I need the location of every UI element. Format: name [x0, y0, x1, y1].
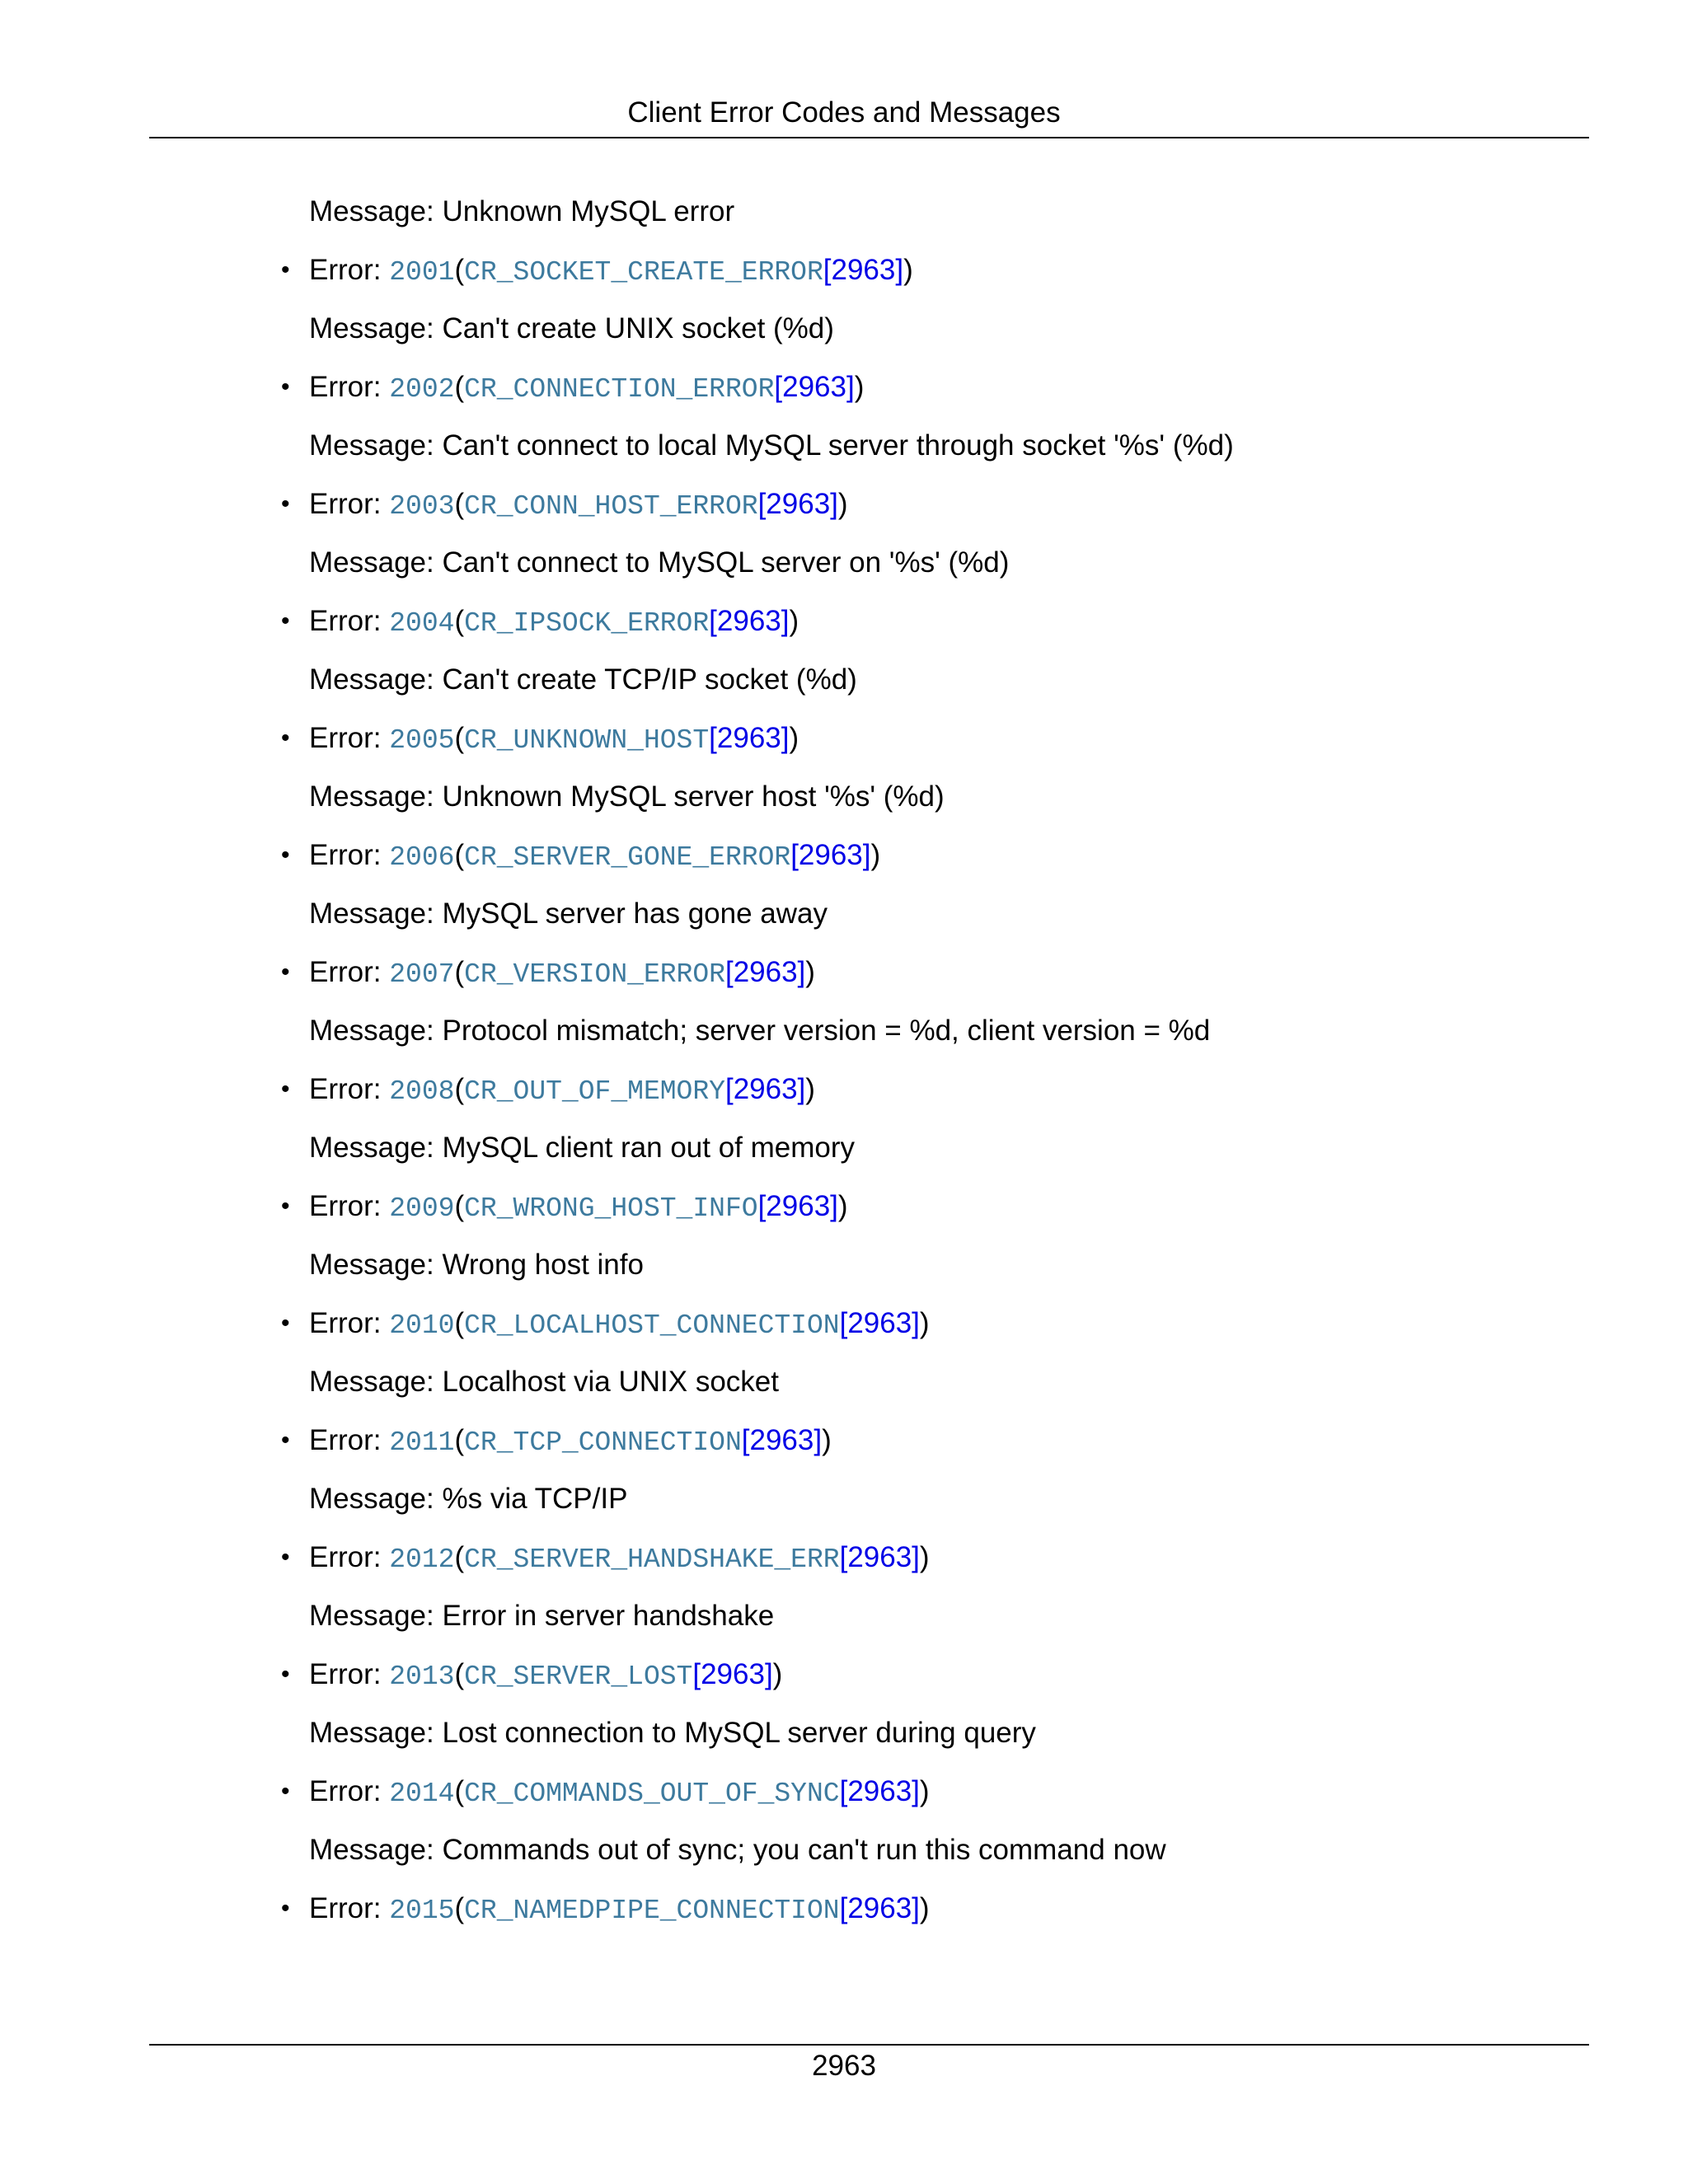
message-text: Commands out of sync; you can't run this command now — [442, 1834, 1166, 1866]
error-number-link[interactable]: 2011 — [389, 1427, 455, 1458]
error-entry — [281, 1654, 1545, 1713]
open-paren: ( — [454, 1073, 465, 1105]
message-prefix: Message: — [309, 546, 443, 579]
message-prefix: Message: — [309, 429, 443, 462]
error-prefix: Error: — [309, 1424, 390, 1456]
page-header-title: Client Error Codes and Messages — [627, 96, 1061, 129]
error-symbol-link[interactable]: CR_TCP_CONNECTION — [464, 1427, 742, 1458]
error-symbol-link[interactable]: CR_SERVER_GONE_ERROR — [464, 842, 791, 873]
message-prefix: Message: — [309, 1600, 443, 1632]
close-paren: ) — [919, 1892, 930, 1924]
open-paren: ( — [454, 1658, 465, 1690]
error-entry — [281, 952, 1545, 1010]
message-prefix: Message: — [309, 780, 443, 813]
message-prefix: Message: — [309, 195, 443, 227]
open-paren: ( — [454, 839, 465, 871]
error-symbol-link[interactable]: CR_SERVER_HANDSHAKE_ERR — [464, 1544, 840, 1575]
error-entry — [281, 1069, 1545, 1127]
bullet-icon: • — [281, 1193, 290, 1220]
open-paren: ( — [454, 1775, 465, 1807]
close-paren: ) — [805, 956, 815, 988]
header-rule — [149, 137, 1589, 138]
page-ref-link[interactable]: [2963] — [692, 1658, 773, 1690]
error-number-link[interactable]: 2014 — [389, 1779, 455, 1809]
close-paren: ) — [870, 839, 881, 871]
error-prefix: Error: — [309, 1775, 390, 1807]
message-text: Can't create UNIX socket (%d) — [442, 312, 834, 344]
error-entry — [281, 1888, 1545, 1947]
bullet-icon: • — [281, 256, 290, 284]
error-symbol-link[interactable]: CR_OUT_OF_MEMORY — [464, 1076, 725, 1107]
error-prefix: Error: — [309, 956, 390, 988]
error-prefix: Error: — [309, 605, 390, 637]
error-message-line — [309, 1479, 1545, 1537]
open-paren: ( — [454, 254, 465, 286]
open-paren: ( — [454, 1190, 465, 1222]
open-paren: ( — [454, 722, 465, 754]
open-paren: ( — [454, 956, 465, 988]
bullet-icon: • — [281, 958, 290, 986]
close-paren: ) — [805, 1073, 815, 1105]
message-text: MySQL server has gone away — [442, 898, 828, 930]
close-paren: ) — [789, 722, 799, 754]
page-ref-link[interactable]: [2963] — [839, 1541, 920, 1573]
message-text: Error in server handshake — [442, 1600, 775, 1632]
message-prefix: Message: — [309, 1015, 443, 1047]
error-entry — [281, 1771, 1545, 1830]
message-text: MySQL client ran out of memory — [442, 1132, 856, 1164]
page-ref-link[interactable]: [2963] — [709, 605, 790, 637]
error-message-line — [309, 776, 1545, 835]
error-prefix: Error: — [309, 1073, 390, 1105]
close-paren: ) — [837, 488, 848, 520]
error-prefix: Error: — [309, 1892, 390, 1924]
error-prefix: Error: — [309, 1307, 390, 1339]
message-prefix: Message: — [309, 312, 443, 344]
open-paren: ( — [454, 1424, 465, 1456]
message-text: Can't create TCP/IP socket (%d) — [442, 663, 857, 696]
error-message-line — [309, 1244, 1545, 1303]
page-ref-link[interactable]: [2963] — [823, 254, 904, 286]
bullet-icon: • — [281, 1778, 290, 1805]
close-paren: ) — [772, 1658, 783, 1690]
error-message-line — [309, 1713, 1545, 1771]
page-number: 2963 — [812, 2050, 876, 2082]
message-prefix: Message: — [309, 1366, 443, 1398]
message-text: Can't connect to MySQL server on '%s' (%d) — [442, 546, 1010, 579]
error-entry — [281, 1420, 1545, 1479]
close-paren: ) — [854, 371, 865, 403]
open-paren: ( — [454, 488, 465, 520]
close-paren: ) — [919, 1541, 930, 1573]
message-text: Localhost via UNIX socket — [442, 1366, 779, 1398]
message-text: Wrong host info — [442, 1249, 644, 1281]
bullet-icon: • — [281, 607, 290, 635]
error-symbol-link[interactable]: CR_NAMEDPIPE_CONNECTION — [464, 1896, 840, 1926]
error-entry — [281, 1186, 1545, 1244]
message-text: Protocol mismatch; server version = %d, client version = %d — [442, 1015, 1211, 1047]
message-prefix: Message: — [309, 1132, 443, 1164]
error-entry — [281, 484, 1545, 542]
error-message-line — [309, 1127, 1545, 1186]
open-paren: ( — [454, 371, 465, 403]
bullet-icon: • — [281, 724, 290, 752]
error-symbol-link[interactable]: CR_LOCALHOST_CONNECTION — [464, 1310, 840, 1341]
bullet-icon: • — [281, 1076, 290, 1103]
bullet-icon: • — [281, 373, 290, 401]
page-ref-link[interactable]: [2963] — [839, 1307, 920, 1339]
close-paren: ) — [919, 1307, 930, 1339]
error-entry — [281, 1537, 1545, 1596]
page-ref-link[interactable]: [2963] — [839, 1892, 920, 1924]
error-number-link[interactable]: 2012 — [389, 1544, 455, 1575]
error-prefix: Error: — [309, 839, 390, 871]
message-prefix: Message: — [309, 898, 443, 930]
close-paren: ) — [789, 605, 799, 637]
error-number-link[interactable]: 2001 — [389, 257, 455, 288]
close-paren: ) — [903, 254, 913, 286]
error-symbol-link[interactable]: CR_COMMANDS_OUT_OF_SYNC — [464, 1779, 840, 1809]
error-entry — [281, 250, 1545, 308]
page-ref-link[interactable]: [2963] — [741, 1424, 823, 1456]
error-symbol-link[interactable]: CR_CONNECTION_ERROR — [464, 374, 775, 405]
error-number-link[interactable]: 2013 — [389, 1661, 455, 1692]
error-entry — [281, 1303, 1545, 1361]
page-ref-link[interactable]: [2963] — [774, 371, 855, 403]
page-ref-link[interactable]: [2963] — [724, 1073, 806, 1105]
open-paren: ( — [454, 1892, 465, 1924]
bullet-icon: • — [281, 1544, 290, 1571]
close-paren: ) — [919, 1775, 930, 1807]
error-symbol-link[interactable]: CR_IPSOCK_ERROR — [464, 608, 710, 639]
error-symbol-link[interactable]: CR_WRONG_HOST_INFO — [464, 1193, 758, 1224]
close-paren: ) — [837, 1190, 848, 1222]
message-prefix: Message: — [309, 1717, 443, 1749]
error-prefix: Error: — [309, 1658, 390, 1690]
error-entry — [281, 601, 1545, 659]
error-number-link[interactable]: 2007 — [389, 959, 455, 990]
error-message-line — [309, 1010, 1545, 1069]
intro-message-line — [309, 191, 1545, 250]
message-prefix: Message: — [309, 1834, 443, 1866]
close-paren: ) — [822, 1424, 832, 1456]
open-paren: ( — [454, 1307, 465, 1339]
message-text: %s via TCP/IP — [442, 1483, 628, 1515]
error-prefix: Error: — [309, 254, 390, 286]
bullet-icon: • — [281, 1661, 290, 1688]
error-message-line — [309, 659, 1545, 718]
page-ref-link[interactable]: [2963] — [839, 1775, 920, 1807]
error-prefix: Error: — [309, 1541, 390, 1573]
error-symbol-link[interactable]: CR_UNKNOWN_HOST — [464, 725, 710, 756]
error-symbol-link[interactable]: CR_VERSION_ERROR — [464, 959, 725, 990]
error-symbol-link[interactable]: CR_SERVER_LOST — [464, 1661, 693, 1692]
open-paren: ( — [454, 605, 465, 637]
open-paren: ( — [454, 1541, 465, 1573]
error-prefix: Error: — [309, 1190, 390, 1222]
bullet-icon: • — [281, 490, 290, 518]
error-prefix: Error: — [309, 371, 390, 403]
page-ref-link[interactable]: [2963] — [790, 839, 871, 871]
error-entry — [281, 835, 1545, 893]
error-prefix: Error: — [309, 722, 390, 754]
message-text: Lost connection to MySQL server during query — [442, 1717, 1036, 1749]
error-number-link[interactable]: 2002 — [389, 374, 455, 405]
error-message-line — [309, 1596, 1545, 1654]
error-prefix: Error: — [309, 488, 390, 520]
error-message-line — [309, 542, 1545, 601]
error-message-line — [309, 1361, 1545, 1420]
error-number-link[interactable]: 2004 — [389, 608, 455, 639]
error-entry — [281, 718, 1545, 776]
bullet-icon: • — [281, 1895, 290, 1922]
message-prefix: Message: — [309, 663, 443, 696]
page-ref-link[interactable]: [2963] — [757, 488, 838, 520]
page-ref-link[interactable]: [2963] — [724, 956, 806, 988]
message-text: Can't connect to local MySQL server through socket '%s' (%d) — [442, 429, 1234, 462]
error-number-link[interactable]: 2010 — [389, 1310, 455, 1341]
error-symbol-link[interactable]: CR_SOCKET_CREATE_ERROR — [464, 257, 823, 288]
bullet-icon: • — [281, 1310, 290, 1337]
error-number-link[interactable]: 2008 — [389, 1076, 455, 1107]
error-message-line — [309, 308, 1545, 367]
message-text: Unknown MySQL error — [442, 195, 735, 227]
error-number-link[interactable]: 2003 — [389, 491, 455, 522]
bullet-icon: • — [281, 841, 290, 869]
message-text: Unknown MySQL server host '%s' (%d) — [442, 780, 945, 813]
error-symbol-link[interactable]: CR_CONN_HOST_ERROR — [464, 491, 758, 522]
error-number-link[interactable]: 2009 — [389, 1193, 455, 1224]
error-message-line — [309, 1830, 1545, 1888]
error-message-line — [309, 425, 1545, 484]
error-message-line — [309, 893, 1545, 952]
page-ref-link[interactable]: [2963] — [757, 1190, 838, 1222]
message-prefix: Message: — [309, 1249, 443, 1281]
message-prefix: Message: — [309, 1483, 443, 1515]
error-list — [281, 191, 1545, 1947]
bullet-icon: • — [281, 1427, 290, 1454]
error-number-link[interactable]: 2006 — [389, 842, 455, 873]
page-ref-link[interactable]: [2963] — [709, 722, 790, 754]
error-number-link[interactable]: 2015 — [389, 1896, 455, 1926]
error-entry — [281, 367, 1545, 425]
error-number-link[interactable]: 2005 — [389, 725, 455, 756]
